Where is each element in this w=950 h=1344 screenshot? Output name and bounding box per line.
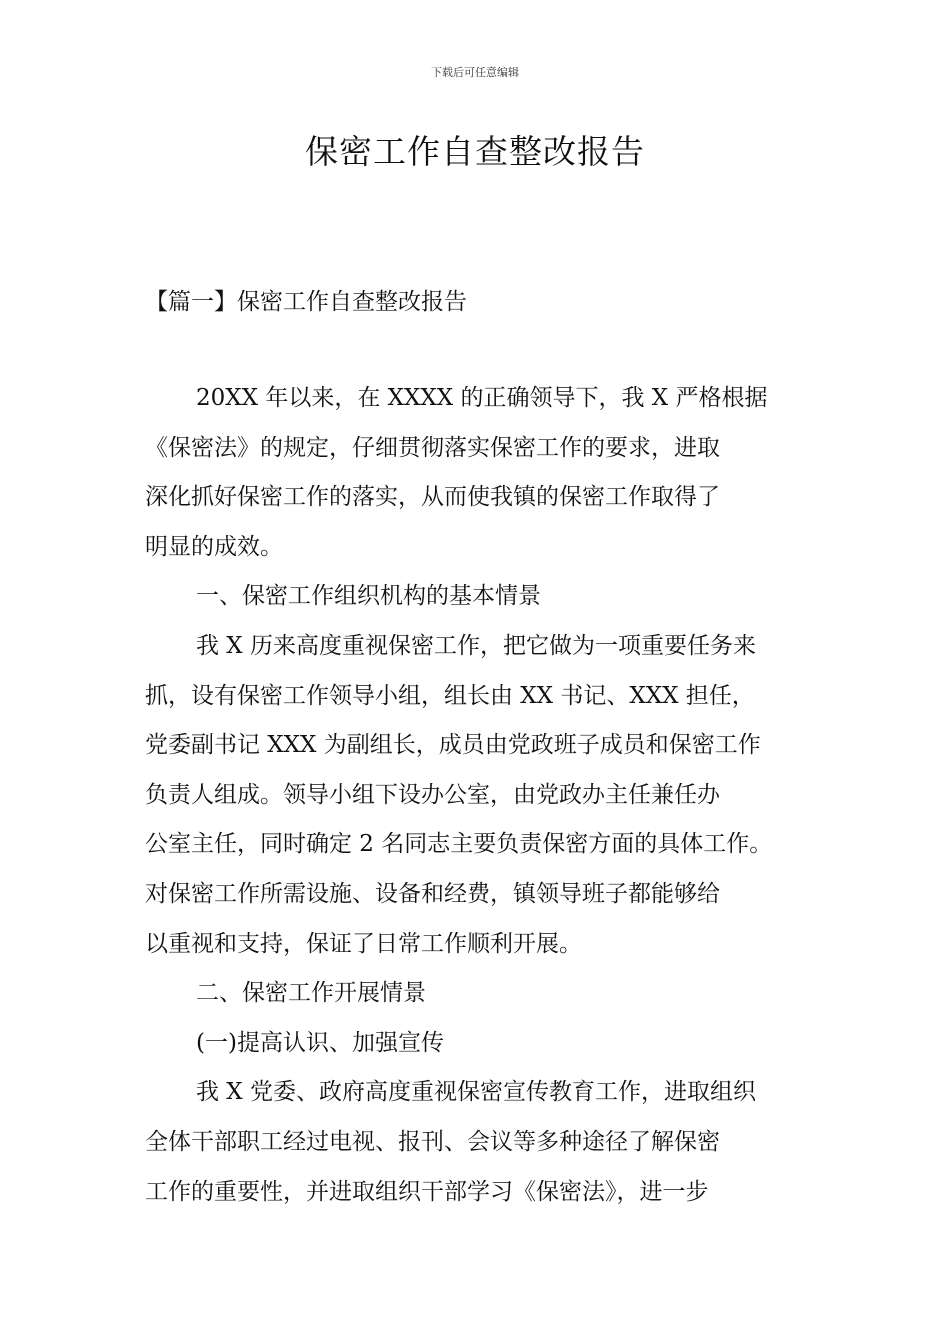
paragraph-line: 对保密工作所需设施、设备和经费，镇领导班子都能够给: [145, 880, 720, 907]
paragraph-line: 我 X 历来高度重视保密工作，把它做为一项重要任务来: [196, 632, 756, 659]
header-note: 下载后可任意编辑: [431, 66, 519, 79]
document-body: [145, 374, 810, 1217]
document-title: 保密工作自查整改报告: [305, 132, 645, 171]
subheading-line: (一)提高认识、加强宣传: [196, 1029, 444, 1056]
paragraph-line: 《保密法》的规定，仔细贯彻落实保密工作的要求，进取: [145, 434, 720, 461]
paragraph-line: 工作的重要性，并进取组织干部学习《保密法》，进一步: [145, 1178, 709, 1205]
paragraph-line: 负责人组成。领导小组下设办公室，由党政办主任兼任办: [145, 781, 720, 808]
paragraph-line: 深化抓好保密工作的落实，从而使我镇的保密工作取得了: [145, 484, 720, 511]
paragraph-line: 以重视和支持，保证了日常工作顺利开展。: [145, 930, 582, 957]
paragraph-line: 抓，设有保密工作领导小组，组长由 XX 书记、XXX 担任，: [145, 682, 755, 709]
subheading-line: 二、保密工作开展情景: [196, 980, 426, 1007]
paragraph-line: 20XX 年以来，在 XXXX 的正确领导下，我 X 严格根据: [196, 385, 768, 411]
paragraph-line: 公室主任，同时确定 2 名同志主要负责保密方面的具体工作。: [145, 831, 773, 858]
paragraph-line: 明显的成效。: [145, 533, 283, 560]
paragraph-line: 全体干部职工经过电视、报刊、会议等多种途径了解保密: [145, 1128, 720, 1155]
paragraph-line: 党委副书记 XXX 为副组长，成员由党政班子成员和保密工作: [145, 732, 761, 759]
section-heading: 【篇一】保密工作自查整改报告: [145, 289, 467, 315]
subheading-line: 一、保密工作组织机构的基本情景: [196, 583, 541, 610]
paragraph-line: 我 X 党委、政府高度重视保密宣传教育工作，进取组织: [196, 1079, 756, 1106]
